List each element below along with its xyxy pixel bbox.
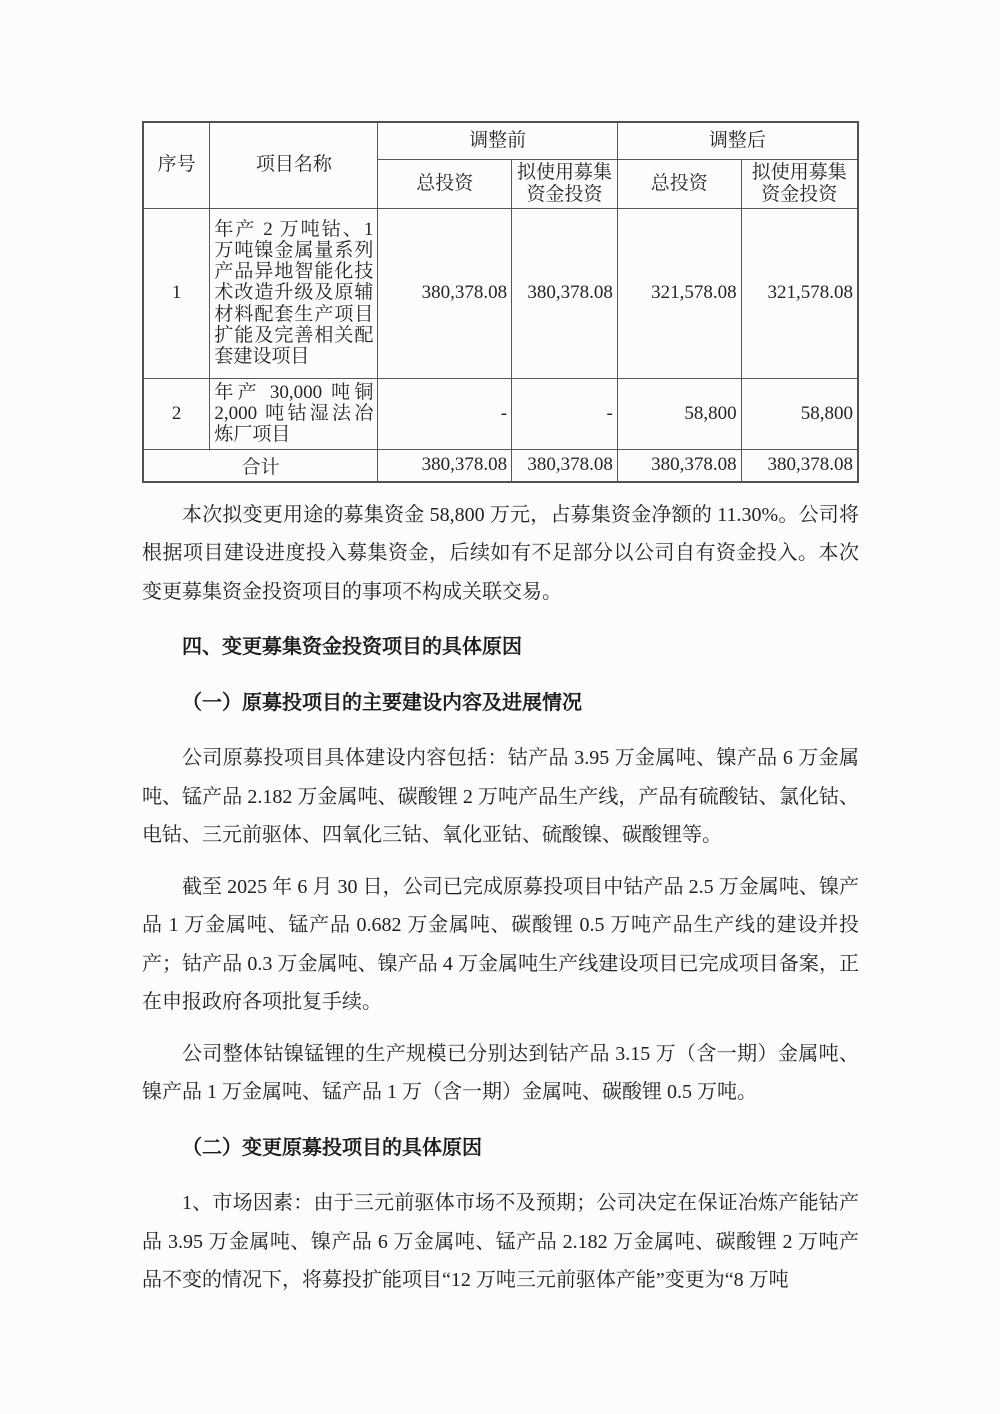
row2-project-name: 年产 30,000 吨铜 2,000 吨钴湿法冶炼厂项目 <box>210 378 378 449</box>
header-before-raised: 拟使用募集资金投资 <box>512 159 618 208</box>
row1-after-raised: 321,578.08 <box>741 208 858 378</box>
row1-project-name: 年产 2 万吨钴、1万吨镍金属量系列产品异地智能化技术改造升级及原辅材料配套生产项目扩能及完善相关配套建设项目 <box>210 208 378 378</box>
paragraph-market-factors: 1、市场因素：由于三元前驱体市场不及预期；公司决定在保证冶炼产能钴产品 3.95 万金属吨、镍产品 6 万金属吨、锰产品 2.182 万金属吨、碳酸锂 2 万吨产品不变的情况下，将募投扩能项目“12 万吨三元前驱体产能”变更为“8 万吨 <box>142 1192 859 1291</box>
header-after-raised: 拟使用募集资金投资 <box>741 159 858 208</box>
table-total-row <box>143 449 858 482</box>
paragraph-progress-status: 截至 2025 年 6 月 30 日，公司已完成原募投项目中钴产品 2.5 万金属吨、镍产品 1 万金属吨、锰产品 0.682 万金属吨、碳酸锂 0.5 万吨产品生产线的建设并投产；钴产品 0.3 万金属吨、镍产品 4 万金属吨生产线建设项目已完成项目备案，正在申报政府各项批复手续。 <box>142 875 859 1013</box>
table-header-row-groups <box>143 122 858 159</box>
fundraising-adjustment-table <box>142 121 859 483</box>
heading-section-4: 四、变更募集资金投资项目的具体原因 <box>182 636 522 658</box>
row2-after-total: 58,800 <box>617 378 741 449</box>
total-before-raised: 380,378.08 <box>512 449 618 482</box>
table-row <box>143 208 858 378</box>
row2-after-raised: 58,800 <box>741 378 858 449</box>
heading-section-4-2: （二）变更原募投项目的具体原因 <box>182 1136 482 1159</box>
total-label: 合计 <box>143 449 378 482</box>
total-before-total: 380,378.08 <box>378 449 512 482</box>
heading-section-4-1: （一）原募投项目的主要建设内容及进展情况 <box>182 691 582 714</box>
header-before-total: 总投资 <box>378 159 512 208</box>
total-after-raised: 380,378.08 <box>741 449 858 482</box>
row1-index: 1 <box>143 208 210 378</box>
header-group-after: 调整后 <box>617 122 858 159</box>
paragraph-original-project-content: 公司原募投项目具体建设内容包括：钴产品 3.95 万金属吨、镍产品 6 万金属吨、锰产品 2.182 万金属吨、碳酸锂 2 万吨产品生产线，产品有硫酸钴、氯化钴、电钴、三元前驱体、四氧化三钴、氧化亚钴、硫酸镍、碳酸锂等。 <box>142 747 859 846</box>
row1-before-raised: 380,378.08 <box>512 208 618 378</box>
row1-before-total: 380,378.08 <box>378 208 512 378</box>
total-after-total: 380,378.08 <box>617 449 741 482</box>
row2-before-total: - <box>378 378 512 449</box>
row2-index: 2 <box>143 378 210 449</box>
table-row <box>143 378 858 449</box>
row1-after-total: 321,578.08 <box>617 208 741 378</box>
header-project-name: 项目名称 <box>210 122 378 208</box>
paragraph-overall-capacity: 公司整体钴镍锰锂的生产规模已分别达到钴产品 3.15 万（含一期）金属吨、镍产品 1 万金属吨、锰产品 1 万（含一期）金属吨、碳酸锂 0.5 万吨。 <box>142 1042 859 1103</box>
paragraph-fund-change-summary: 本次拟变更用途的募集资金 58,800 万元，占募集资金净额的 11.30%。公司将根据项目建设进度投入募集资金，后续如有不足部分以公司自有资金投入。本次变更募集资金投资项目的事项不构成关联交易。 <box>142 503 859 603</box>
header-after-total: 总投资 <box>617 159 741 208</box>
header-group-before: 调整前 <box>378 122 618 159</box>
header-index: 序号 <box>143 122 210 208</box>
row2-before-raised: - <box>512 378 618 449</box>
